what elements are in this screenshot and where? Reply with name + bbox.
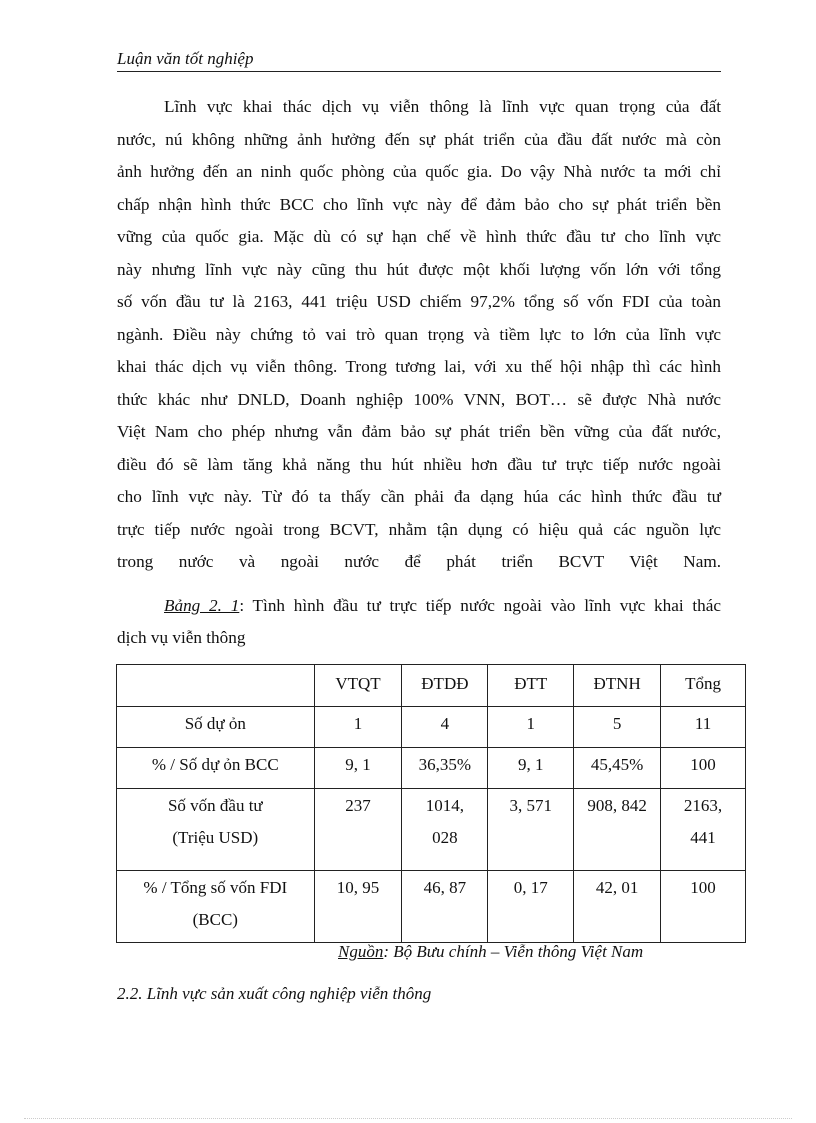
cell-text: 100 [690,878,716,897]
page-header: Luận văn tốt nghiệp [117,48,721,72]
table-row [117,871,746,943]
row-label-text: % / Số dự ỏn BCC [151,755,279,774]
paragraph-line: Lĩnh vực khai thác dịch vụ viễn thông là lĩnh vực quan trọng của đất [164,97,721,116]
table-caption [117,590,721,654]
caption-text: : Tình hình đầu tư trực tiếp nước ngoài vào lĩnh vực khai thác [239,596,722,615]
cell-text: 5 [612,714,622,733]
cell-text: 028 [432,828,458,847]
table-cell [402,871,488,943]
paragraph-line: khai thác dịch vụ viễn thông. Trong tương lai, với xu thế hội nhập thì các hình [117,357,721,376]
cell-text: 4 [440,714,450,733]
paragraph-line: cho lĩnh vực này. Từ đó ta thấy cần phải đa dạng húa các hình thức đầu tư [117,487,721,506]
cell-text: 11 [694,714,712,733]
table-header-row [117,665,746,707]
cell-text: 42, 01 [595,878,639,897]
row-label-text: Số dự ỏn [184,714,246,733]
table-cell [574,871,661,943]
table-cell [402,789,488,871]
table-cell [661,748,746,789]
section-heading: 2.2. Lĩnh vực sản xuất công nghiệp viễn thông [117,984,432,1003]
row-label-text: (Triệu USD) [172,828,259,847]
table-source [338,942,643,962]
paragraph-line: trực tiếp nước ngoài trong BCVT, nhằm tận dụng có hiệu quả các nguồn lực [117,519,721,539]
cell-text: 3, 571 [509,796,553,815]
paragraph-line: nước, nú không những ảnh hưởng đến sự phát triển của đầu đất nước mà còn [117,129,721,149]
cell-text: 1014, [425,796,465,815]
fdi-table [116,664,746,943]
table-cell [314,789,402,871]
table-header-cell: VTQT [314,665,402,707]
table-cell [488,748,574,789]
row-label-cell [117,748,315,789]
table-header-cell: ĐTDĐ [402,665,488,707]
table-cell [314,871,402,943]
row-label-cell [117,789,315,871]
paragraph-line: ngành. Điều này chứng tỏ vai trò quan trọng và tiềm lực to lớn của lĩnh vực [117,324,721,344]
cell-text: 10, 95 [336,878,380,897]
row-label-text: % / Tổng số vốn FDI [143,878,288,897]
table-header-cell: ĐTNH [574,665,661,707]
cell-text: 46, 87 [423,878,467,897]
cell-text: 2163, [683,796,723,815]
paragraph-line: số vốn đầu tư là 2163, 441 triệu USD chiếm 97,2% tổng số vốn FDI của toàn [117,292,721,311]
paragraph-line: này nhưng lĩnh vực này cũng thu hút được một khối lượng vốn lớn với tổng [117,259,721,279]
paragraph-line: điều đó sẽ làm tăng khả năng thu hút nhiều hơn đầu tư trực tiếp nước ngoài [117,454,721,474]
cell-text: 1 [526,714,536,733]
paragraph-line: thức khác như DNLD, Doanh nghiệp 100% VNN, BOT… sẽ được Nhà nước [117,389,721,409]
body-paragraph [117,91,721,579]
caption-text-line2: dịch vụ viễn thông [117,628,246,647]
paragraph-line: ảnh hưởng đến an ninh quốc phòng của quốc gia. Do vậy Nhà nước ta mới chỉ [117,162,721,181]
cell-text: 9, 1 [345,755,371,774]
table-cell [402,748,488,789]
page-bottom-divider [24,1118,792,1119]
table-cell [661,789,746,871]
table-cell [488,871,574,943]
cell-text: 237 [345,796,371,815]
cell-text: 100 [690,755,716,774]
paragraph-line: chấp nhận hình thức BCC cho lĩnh vực này để đảm bảo cho sự phát triển bền [117,194,721,214]
table-row [117,707,746,748]
table-cell [488,707,574,748]
cell-text: 0, 17 [513,878,548,897]
row-label-cell [117,871,315,943]
table-cell [314,748,402,789]
table-cell [488,789,574,871]
table-cell [574,748,661,789]
table-cell [574,789,661,871]
table-cell [661,871,746,943]
table-reference: Bảng 2. 1 [164,596,240,615]
row-label-cell [117,707,315,748]
paragraph-line: Việt Nam cho phép nhưng vẫn đảm bảo sự phát triển bền vững của đất nước, [117,422,721,441]
table-header-cell: ĐTT [488,665,574,707]
cell-text: 36,35% [418,755,472,774]
cell-text: 908, 842 [587,796,647,815]
paragraph-line: vững của quốc gia. Mặc dù có sự hạn chế về hình thức đầu tư cho lĩnh vực [117,227,721,246]
table-header-cell: Tổng [661,665,746,707]
cell-text: 9, 1 [518,755,544,774]
cell-text: 1 [353,714,363,733]
table-row [117,789,746,871]
table-cell [661,707,746,748]
table-row [117,748,746,789]
paragraph-line: trong nước và ngoài nước để phát triển BCVT Việt Nam. [117,552,721,571]
source-label: Nguồn [338,942,384,961]
cell-text: 45,45% [590,755,644,774]
row-label-text: Số vốn đầu tư [167,796,263,815]
table-cell [314,707,402,748]
cell-text: 441 [690,828,716,847]
table-corner-cell [117,665,315,707]
row-label-text: (BCC) [192,910,238,929]
table-cell [574,707,661,748]
source-text: : Bộ Bưu chính – Viễn thông Việt Nam [383,942,644,961]
table-cell [402,707,488,748]
